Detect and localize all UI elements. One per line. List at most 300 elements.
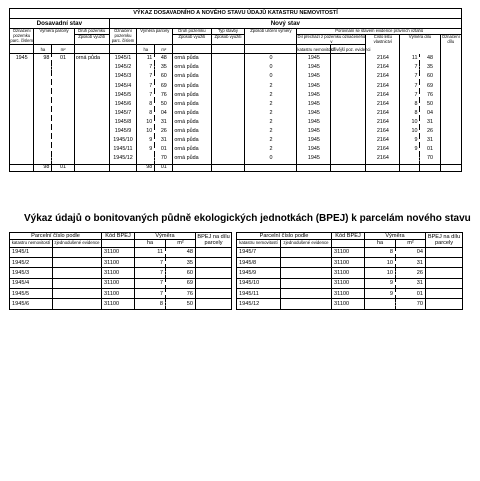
old-druh (74, 154, 109, 164)
old-m2 (52, 91, 74, 100)
bpej-left-hdr-bpej-dil: BPEJ na dílu parcely (197, 233, 230, 246)
new-m2: 60 (155, 73, 173, 82)
dil-drivejsi (331, 73, 366, 82)
new-parcel: 1945/10 (109, 136, 137, 145)
hdr-new-m2: m² (155, 45, 173, 54)
bpej-dil (426, 289, 463, 299)
dil-m2: 48 (420, 54, 440, 64)
bpej-table-right (236, 232, 463, 310)
old-m2 (52, 73, 74, 82)
oznaceni-dilu (440, 54, 461, 64)
table-row (10, 82, 462, 91)
sum-new-ha: 98 (137, 164, 155, 171)
hdr-porovnani: Porovnání se stavem evidence právních vztahů (297, 29, 462, 35)
new-parcel: 1945/7 (109, 109, 137, 118)
new-ha: 7 (137, 91, 155, 100)
old-m2: 01 (52, 54, 74, 64)
old-parcel (10, 63, 34, 72)
dil-drivejsi (331, 100, 366, 109)
old-ha (34, 136, 52, 145)
table-row (10, 258, 232, 268)
typ-stavby (211, 136, 245, 145)
table-row (237, 299, 463, 309)
table-row (10, 118, 462, 127)
bpej-ha (365, 299, 396, 309)
table-row (10, 278, 232, 288)
sum-old-m2: 01 (52, 164, 74, 171)
table-row (10, 145, 462, 154)
old-m2 (52, 100, 74, 109)
cislo-listu: 2164 (366, 100, 400, 109)
bpej-ha: 8 (135, 299, 166, 309)
old-druh (74, 73, 109, 82)
old-parcel (10, 145, 34, 154)
table-row (237, 278, 463, 288)
new-parcel: 1945/9 (109, 127, 137, 136)
bpej-ha: 11 (135, 247, 166, 257)
new-m2: 01 (155, 145, 173, 154)
bpej-ha: 7 (135, 268, 166, 278)
dil-m2: 26 (420, 127, 440, 136)
bpej-kod: 31100 (332, 299, 365, 309)
dil-m2: 70 (420, 154, 440, 164)
old-m2 (52, 127, 74, 136)
bpej-parcel: 1945/5 (10, 289, 53, 299)
old-m2 (52, 136, 74, 145)
zpusob-urceni: 2 (245, 91, 297, 100)
new-m2: 69 (155, 82, 173, 91)
bpej-parcel: 1945/6 (10, 299, 53, 309)
old-m2 (52, 82, 74, 91)
old-ha (34, 109, 52, 118)
bpej-zjednodusene (53, 289, 102, 299)
dil-m2: 01 (420, 145, 440, 154)
bpej-left-hdr-zjednodusene: zjednodušené evidence (54, 240, 100, 246)
cislo-listu: 2164 (366, 54, 400, 64)
hdr-old-druh: Druh pozemku (74, 29, 109, 35)
new-druh: orná půda (173, 73, 211, 82)
new-druh: orná půda (173, 100, 211, 109)
bpej-parcel: 1945/7 (237, 247, 281, 257)
bpej-ha: 10 (365, 258, 396, 268)
hdr-old-vymera: Výměra parcely (34, 29, 74, 35)
dil-katastru: 1945 (297, 100, 331, 109)
cislo-listu: 2164 (366, 145, 400, 154)
bpej-m2: 31 (396, 278, 426, 288)
table-row (237, 258, 463, 268)
zpusob-urceni: 0 (245, 154, 297, 164)
bpej-m2: 04 (396, 247, 426, 257)
bpej-right-hdr-kod: Kód BPEJ (332, 233, 365, 240)
bpej-m2: 31 (396, 258, 426, 268)
sum-new-m2: 01 (155, 164, 173, 171)
bpej-kod: 31100 (332, 258, 365, 268)
new-m2: 76 (155, 91, 173, 100)
bpej-m2: 69 (166, 278, 196, 288)
bpej-ha: 9 (365, 289, 396, 299)
bpej-zjednodusene (53, 268, 102, 278)
bpej-right-hdr-parcelni: Parcelní číslo podle (237, 233, 332, 240)
bpej-left-hdr-m2: m² (166, 240, 196, 247)
typ-stavby (211, 63, 245, 72)
old-parcel (10, 100, 34, 109)
oznaceni-dilu (440, 109, 461, 118)
new-ha: 8 (137, 109, 155, 118)
new-ha: 10 (137, 118, 155, 127)
new-m2: 70 (155, 154, 173, 164)
dil-katastru: 1945 (297, 91, 331, 100)
typ-stavby (211, 127, 245, 136)
cislo-listu: 2164 (366, 82, 400, 91)
dil-drivejsi (331, 127, 366, 136)
bpej-dil (426, 268, 463, 278)
vykaz-table (9, 8, 462, 172)
table-row (10, 100, 462, 109)
old-ha (34, 127, 52, 136)
new-druh: orná půda (173, 54, 211, 64)
old-parcel: 1945 (15, 55, 28, 62)
new-ha: 7 (137, 73, 155, 82)
table-row (10, 127, 462, 136)
old-ha (34, 63, 52, 72)
old-ha (34, 100, 52, 109)
dil-m2: 76 (420, 91, 440, 100)
old-m2 (52, 109, 74, 118)
old-ha (34, 91, 52, 100)
new-ha: 8 (137, 100, 155, 109)
zpusob-urceni: 2 (245, 118, 297, 127)
dil-ha: 10 (400, 127, 420, 136)
bpej-parcel: 1945/4 (10, 278, 53, 288)
bpej-dil (196, 278, 232, 288)
old-druh (74, 136, 109, 145)
bpej-parcel: 1945/3 (10, 268, 53, 278)
bpej-zjednodusene (281, 289, 332, 299)
new-ha: 10 (137, 127, 155, 136)
table-row (10, 109, 462, 118)
typ-stavby (211, 118, 245, 127)
zpusob-urceni: 0 (245, 54, 297, 64)
dil-drivejsi (331, 154, 366, 164)
cislo-listu: 2164 (366, 136, 400, 145)
typ-stavby (211, 145, 245, 154)
bpej-kod: 31100 (102, 289, 135, 299)
hdr-new-vymera: Výměra parcely (137, 29, 173, 35)
oznaceni-dilu (440, 100, 461, 109)
old-druh (74, 82, 109, 91)
table-row (10, 299, 232, 309)
bpej-right-hdr-ha: ha (365, 240, 396, 247)
bpej-right-hdr-vymera: Výměra (365, 233, 426, 240)
old-ha (34, 73, 52, 82)
new-druh: orná půda (173, 127, 211, 136)
dil-drivejsi (331, 136, 366, 145)
bpej-dil (196, 258, 232, 268)
old-m2 (52, 63, 74, 72)
bpej-m2: 35 (166, 258, 196, 268)
typ-stavby (211, 82, 245, 91)
old-ha (34, 145, 52, 154)
dil-drivejsi (331, 54, 366, 64)
new-druh: orná půda (173, 63, 211, 72)
bpej-ha: 8 (365, 247, 396, 257)
zpusob-urceni: 0 (245, 73, 297, 82)
hdr-old-m2: m² (52, 45, 74, 54)
old-m2 (52, 154, 74, 164)
table-row (10, 289, 232, 299)
new-parcel: 1945/4 (109, 82, 137, 91)
dil-katastru: 1945 (297, 73, 331, 82)
cislo-listu: 2164 (366, 118, 400, 127)
bpej-ha: 7 (135, 289, 166, 299)
new-parcel: 1945/2 (109, 63, 137, 72)
bpej-dil (196, 247, 232, 257)
old-parcel (10, 82, 34, 91)
dil-drivejsi (331, 63, 366, 72)
bpej-parcel: 1945/12 (237, 299, 281, 309)
hdr-drivejsi: dřívější poz. evidenci (331, 45, 366, 54)
old-druh (74, 109, 109, 118)
hdr-oznaceni-dilu: Označení dílu (440, 34, 461, 54)
vykaz-title: VÝKAZ DOSAVADNÍHO A NOVÉHO STAVU ÚDAJŮ KATASTRU NEMOVITOSTÍ (10, 9, 462, 19)
dil-m2: 60 (420, 73, 440, 82)
dil-katastru: 1945 (297, 145, 331, 154)
bpej-kod: 31100 (332, 289, 365, 299)
dil-ha: 7 (400, 63, 420, 72)
dil-ha: 10 (400, 118, 420, 127)
old-druh (74, 100, 109, 109)
bpej-zjednodusene (281, 268, 332, 278)
cislo-listu: 2164 (366, 91, 400, 100)
hdr-new-ha: ha (137, 45, 155, 54)
dil-katastru: 1945 (297, 136, 331, 145)
bpej-dil (426, 278, 463, 288)
bpej-parcel: 1945/11 (237, 289, 281, 299)
bpej-m2: 01 (396, 289, 426, 299)
hdr-typ-stavby: Typ stavby (211, 29, 245, 35)
typ-stavby (211, 109, 245, 118)
new-parcel: 1945/1 (109, 54, 137, 64)
new-m2: 31 (155, 136, 173, 145)
hdr-new-oznaceni: Označení pozemku parc. číslem (109, 29, 137, 45)
dil-ha: 7 (400, 73, 420, 82)
new-state-heading: Nový stav (109, 19, 461, 29)
bpej-parcel: 1945/1 (10, 247, 53, 257)
oznaceni-dilu (440, 136, 461, 145)
dil-m2: 31 (420, 118, 440, 127)
typ-stavby (211, 100, 245, 109)
dil-m2: 50 (420, 100, 440, 109)
new-ha: 7 (137, 63, 155, 72)
cislo-listu: 2164 (366, 73, 400, 82)
hdr-katastru: katastru nemovitostí (297, 45, 331, 54)
hdr-cislo-listu: Číslo listu vlastnictví (366, 34, 400, 54)
bpej-parcel: 1945/2 (10, 258, 53, 268)
dil-katastru: 1945 (297, 63, 331, 72)
bpej-dil (196, 268, 232, 278)
new-ha: 11 (137, 54, 155, 64)
new-m2: 04 (155, 109, 173, 118)
bpej-zjednodusene (281, 247, 332, 257)
bpej-ha: 9 (365, 278, 396, 288)
dil-drivejsi (331, 82, 366, 91)
old-parcel (10, 154, 34, 164)
new-parcel: 1945/3 (109, 73, 137, 82)
typ-stavby (211, 54, 245, 64)
bpej-kod: 31100 (102, 247, 135, 257)
typ-stavby (211, 91, 245, 100)
bpej-kod: 31100 (102, 268, 135, 278)
hdr-old-ha: ha (34, 45, 52, 54)
old-parcel (10, 109, 34, 118)
table-row (237, 268, 463, 278)
bpej-parcel: 1945/9 (237, 268, 281, 278)
old-ha: 98 (34, 54, 52, 64)
dil-katastru: 1945 (297, 82, 331, 91)
dil-ha: 8 (400, 109, 420, 118)
new-parcel: 1945/12 (109, 154, 137, 164)
bpej-zjednodusene (53, 278, 102, 288)
bpej-zjednodusene (281, 258, 332, 268)
dil-m2: 35 (420, 63, 440, 72)
zpusob-urceni: 2 (245, 136, 297, 145)
old-druh (74, 145, 109, 154)
bpej-right-hdr-katastru: katastru nemovitostí (237, 240, 281, 247)
dil-ha (400, 154, 420, 164)
zpusob-urceni: 2 (245, 145, 297, 154)
oznaceni-dilu (440, 91, 461, 100)
old-state-heading: Dosavadní stav (36, 19, 83, 27)
cislo-listu: 2164 (366, 63, 400, 72)
table-row (10, 54, 462, 64)
new-druh: orná půda (173, 118, 211, 127)
bpej-zjednodusene (53, 299, 102, 309)
bpej-zjednodusene (53, 247, 102, 257)
bpej-title: Výkaz údajů o bonitovaných půdně ekologických jednotkách (BPEJ) k parcelám nového stavu (24, 213, 471, 224)
hdr-new-druh: Druh pozemku (173, 29, 211, 35)
old-m2 (52, 145, 74, 154)
old-parcel (10, 73, 34, 82)
zpusob-urceni: 2 (245, 109, 297, 118)
hdr-dil-prechazi: Díl přechází z pozemku označeného v (297, 33, 366, 44)
old-druh (74, 118, 109, 127)
hdr-new-zpusob-2: Způsob využití (211, 34, 245, 45)
bpej-left-hdr-kod: Kód BPEJ (102, 233, 135, 240)
oznaceni-dilu (440, 82, 461, 91)
table-row (10, 136, 462, 145)
dil-ha: 7 (400, 82, 420, 91)
hdr-vymera-dilu: Výměra dílu (400, 34, 440, 54)
oznaceni-dilu (440, 154, 461, 164)
bpej-dil (196, 289, 232, 299)
bpej-parcel: 1945/8 (237, 258, 281, 268)
oznaceni-dilu (440, 118, 461, 127)
dil-drivejsi (331, 145, 366, 154)
new-druh: orná půda (173, 109, 211, 118)
table-row (237, 289, 463, 299)
zpusob-urceni: 2 (245, 127, 297, 136)
old-parcel (10, 127, 34, 136)
dil-m2: 04 (420, 109, 440, 118)
table-row (10, 268, 232, 278)
bpej-kod: 31100 (332, 247, 365, 257)
bpej-zjednodusene (281, 278, 332, 288)
oznaceni-dilu (440, 63, 461, 72)
sum-old-ha: 98 (34, 164, 52, 171)
bpej-table-left (9, 232, 232, 310)
bpej-dil (426, 258, 463, 268)
bpej-right-hdr-zjednodusene: zjednodušené evidence (281, 240, 332, 247)
old-parcel (10, 136, 34, 145)
table-row (10, 73, 462, 82)
dil-m2: 31 (420, 136, 440, 145)
old-druh (74, 63, 109, 72)
bpej-left-hdr-katastru: katastru nemovitostí (10, 240, 53, 247)
hdr-old-oznaceni: Označení pozemku parc. číslem (10, 29, 34, 45)
old-druh: orná půda (74, 54, 109, 64)
table-row (10, 91, 462, 100)
dil-katastru: 1945 (297, 127, 331, 136)
old-druh (74, 91, 109, 100)
bpej-m2: 26 (396, 268, 426, 278)
old-m2 (52, 118, 74, 127)
new-ha: 9 (137, 136, 155, 145)
new-parcel: 1945/11 (109, 145, 137, 154)
bpej-m2: 70 (396, 299, 426, 309)
new-parcel: 1945/5 (109, 91, 137, 100)
new-m2: 50 (155, 100, 173, 109)
table-row (10, 154, 462, 164)
old-druh (74, 127, 109, 136)
bpej-kod: 31100 (102, 278, 135, 288)
bpej-m2: 50 (166, 299, 196, 309)
bpej-dil (196, 299, 232, 309)
bpej-dil (426, 299, 463, 309)
zpusob-urceni: 2 (245, 100, 297, 109)
bpej-ha: 7 (135, 278, 166, 288)
table-row (10, 63, 462, 72)
zpusob-urceni: 2 (245, 82, 297, 91)
bpej-m2: 48 (166, 247, 196, 257)
new-druh: orná půda (173, 154, 211, 164)
new-m2: 35 (155, 63, 173, 72)
dil-ha: 9 (400, 136, 420, 145)
cislo-listu: 2164 (366, 109, 400, 118)
old-ha (34, 154, 52, 164)
bpej-kod: 31100 (332, 268, 365, 278)
new-druh: orná půda (173, 136, 211, 145)
dil-katastru: 1945 (297, 109, 331, 118)
dil-katastru: 1945 (297, 54, 331, 64)
zpusob-urceni: 0 (245, 63, 297, 72)
new-druh: orná půda (173, 82, 211, 91)
bpej-right-hdr-bpej-dil: BPEJ na dílu parcely (426, 233, 463, 248)
new-ha (137, 154, 155, 164)
new-m2: 48 (155, 54, 173, 64)
new-m2: 26 (155, 127, 173, 136)
hdr-new-zpusob: Způsob využití (173, 34, 211, 45)
bpej-left-hdr-ha: ha (135, 240, 166, 247)
dil-ha: 8 (400, 100, 420, 109)
new-ha: 9 (137, 145, 155, 154)
bpej-parcel: 1945/10 (237, 278, 281, 288)
new-parcel: 1945/8 (109, 118, 137, 127)
bpej-dil (426, 247, 463, 257)
new-druh: orná půda (173, 91, 211, 100)
cislo-listu: 2164 (366, 154, 400, 164)
new-m2: 31 (155, 118, 173, 127)
dil-ha: 11 (400, 54, 420, 64)
